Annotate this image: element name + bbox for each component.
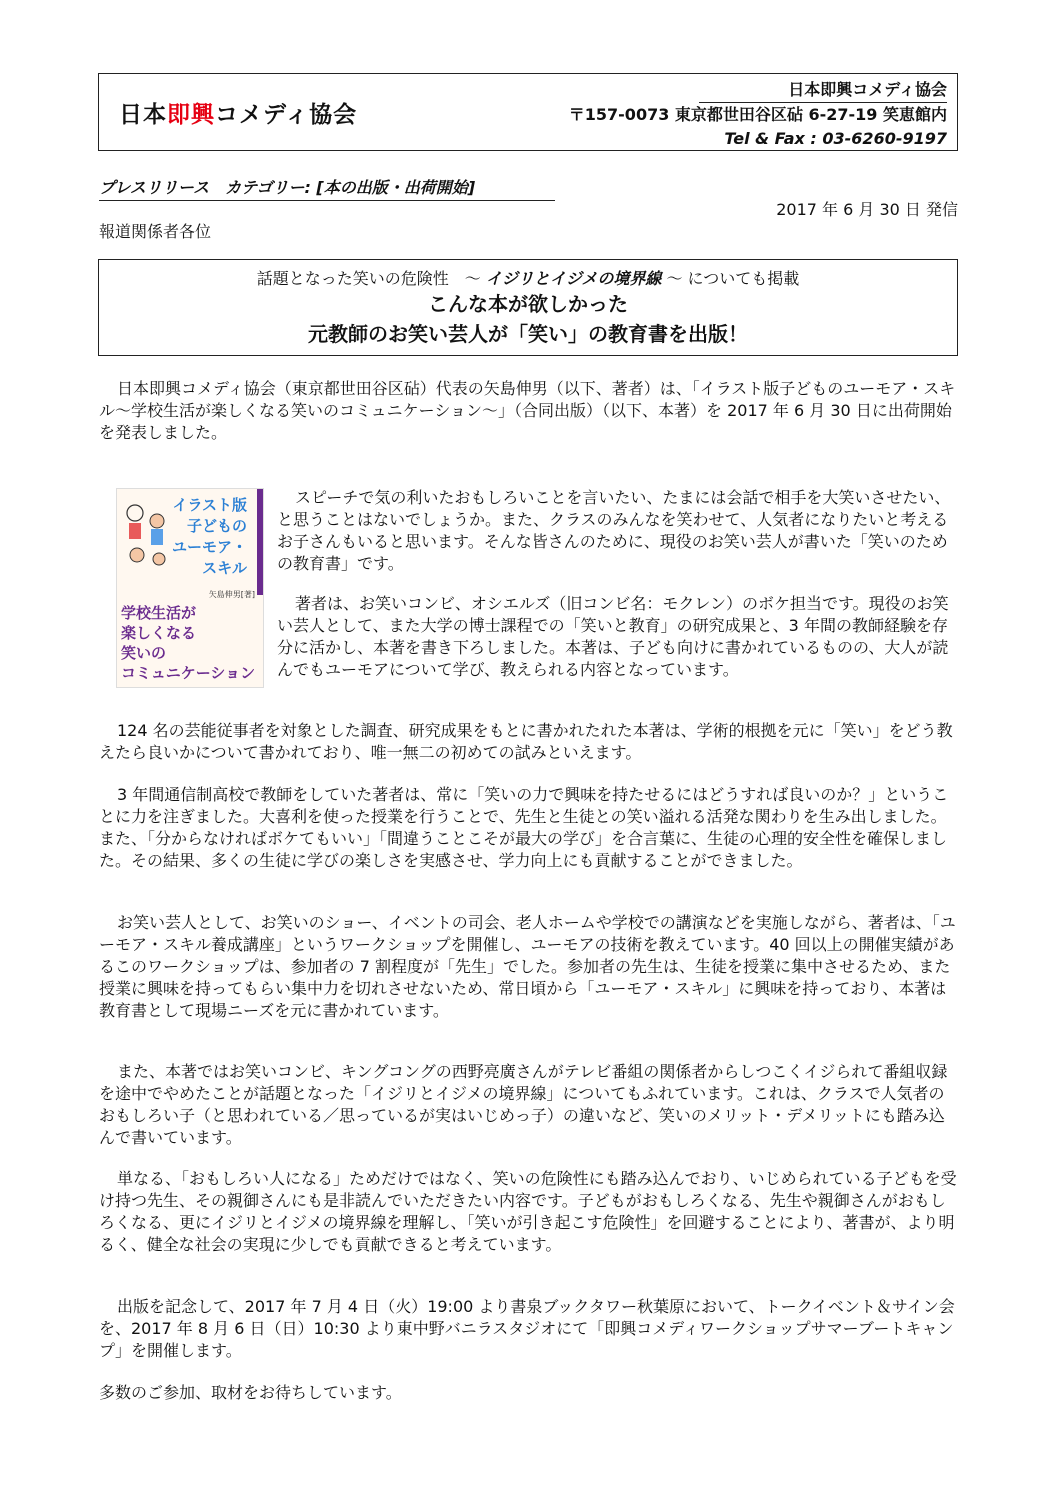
book-cover-top (117, 489, 263, 595)
paragraph-2: 著者は、お笑いコンビ、オシエルズ（旧コンビ名：モクレン）のボケ担当です。現役のお笑い芸人として、また大学の博士課程での「笑いと教育」の研究成果と、3 年間の教師経験を存分に活かし、本著を書き下ろしました。本著は、子ども向けに書かれているものの、大人が読んでもユーモアについて学び、教えられる内容となっています。 (277, 594, 949, 679)
closing-line: 多数のご参加、取材をお待ちしています。 (99, 1383, 402, 1402)
paragraph-6: また、本著ではお笑いコンビ、キングコングの西野亮廣さんがテレビ番組の関係者からしつこくイジられて番組収録を途中でやめたことが話題となった「イジリとイジメの境界線」についてもふれています。これは、クラスで人気者のおもしろい子（と思われている／思っているが実はいじめっ子）の違いなど、笑いのメリット・デメリットにも踏み込んで書いています。 (99, 1062, 948, 1147)
organization-name: 日本即興コメディ協会 (788, 80, 947, 99)
illustration-icon (121, 499, 171, 569)
book-cover-image (116, 488, 264, 688)
paragraph-8: 出版を記念して、2017 年 7 月 4 日（火）19:00 より書泉ブックタワー秋葉原において、トークイベント＆サイン会を、2017 年 8 月 6 日（日）10:30 より東中野バニラスタジオにて「即興コメディワークショップサマーブートキャンプ」を開催します。 (99, 1297, 955, 1360)
organization-info (569, 78, 947, 151)
organization-telfax: Tel & Fax : 03-6260-9197 (724, 129, 947, 148)
paragraph-4: 3 年間通信制高校で教師をしていた著者は、常に「笑いの力で興味を持たせるにはどうすれば良いのか？」ということに力を注ぎました。大喜利を使った授業を行うことで、先生と生徒との笑い溢れる活発な関わりを生み出しました。また、「分からなければボケてもいい」「間違うことこそが最大の学び」を合言葉に、生徒の心理的安全性を確保しました。その結果、多くの生徒に学びの楽しさを実感させ、学力向上にも貢献することができました。 (99, 785, 949, 870)
paragraph-3: 124 名の芸能従事者を対象とした調査、研究成果をもとに書かれたれた本著は、学術的根拠を元に「笑い」をどう教えたら良いかについて書かれており、唯一無二の初めての試みといえます。 (99, 721, 953, 762)
headline-box (98, 259, 958, 356)
press-release-category: プレスリリース カテゴリー: [本の出版・出荷開始] (99, 175, 555, 201)
release-date: 2017 年 6 月 30 日 発信 (776, 200, 958, 219)
headline-line-1: こんな本が欲しかった (428, 292, 628, 316)
organization-address: 〒157-0073 東京都世田谷区砧 6-27-19 笑恵館内 (568, 105, 947, 124)
letterhead-box (98, 73, 958, 151)
addressee: 報道関係者各位 (99, 222, 212, 241)
intro-paragraph: 日本即興コメディ協会（東京都世田谷区砧）代表の矢島伸男（以下、著者）は、「イラスト版子どものユーモア・スキル～学校生活が楽しくなる笑いのコミュニケーション～」（合同出版）（以下、本著）を 2017 年 6 月 30 日に出荷開始を発表しました。 (99, 379, 956, 442)
logo-text-post: コメディ協会 (215, 102, 358, 128)
headline-line-2: 元教師のお笑い芸人が「笑い」の教育書を出版！ (308, 322, 748, 346)
organization-logo (119, 96, 357, 129)
paragraph-7: 単なる、「おもしろい人になる」ためだけではなく、笑いの危険性にも踏み込んでおり、いじめられている子どもを受け持つ先生、その親御さんにも是非読んでいただきたい内容です。子どもがおもしろくなる、先生や親御さんがおもしろくなる、更にイジリとイジメの境界線を理解し、「笑いが引き起こす危険性」を回避することにより、著書が、より明るく、健全な社会の実現に少しでも貢献できると考えています。 (99, 1169, 957, 1254)
logo-text-accent: 即興 (167, 102, 215, 128)
headline-subtitle (99, 269, 957, 289)
subtitle-bold: イジリとイジメの境界線 (485, 269, 662, 288)
book-title-bottom: 学校生活が 楽しくなる 笑いの コミュニケーション (121, 604, 256, 682)
paragraph-5: お笑い芸人として、お笑いのショー、イベントの司会、老人ホームや学校での講演などを実施しながら、著者は、「ユーモア・スキル養成講座」というワークショップを開催し、ユーモアの技術を教えています。40 回以上の開催実績があるこのワークショップは、参加者の 7 割程度が「先生」でした。参加者の先生は、生徒を授業に集中させるため、また授業に興味を持ってもらい集中力を切れさせないため、常日頃から「ユーモア・スキル」に興味を持っており、本著は教育書として現場ニーズを元に書かれています。 (99, 913, 956, 1020)
book-cover-bottom (117, 599, 263, 687)
paragraph-1: スピーチで気の利いたおもしろいことを言いたい、たまには会話で相手を大笑いさせたい、と思うことはないでしょうか。また、クラスのみんなを笑わせて、人気者になりたいと考えるお子さんもいると思います。そんな皆さんのために、現役のお笑い芸人が書いた「笑いのための教育書」です。 (277, 488, 951, 573)
logo-text-pre: 日本 (119, 102, 167, 128)
subtitle-post: ～ についても掲載 (661, 269, 800, 288)
book-title-top: イラスト版 子どもの ユーモア・ スキル (171, 496, 247, 577)
book-author: 矢島伸男[著] (208, 590, 255, 599)
subtitle-pre: 話題となった笑いの危険性 ～ (256, 269, 486, 288)
